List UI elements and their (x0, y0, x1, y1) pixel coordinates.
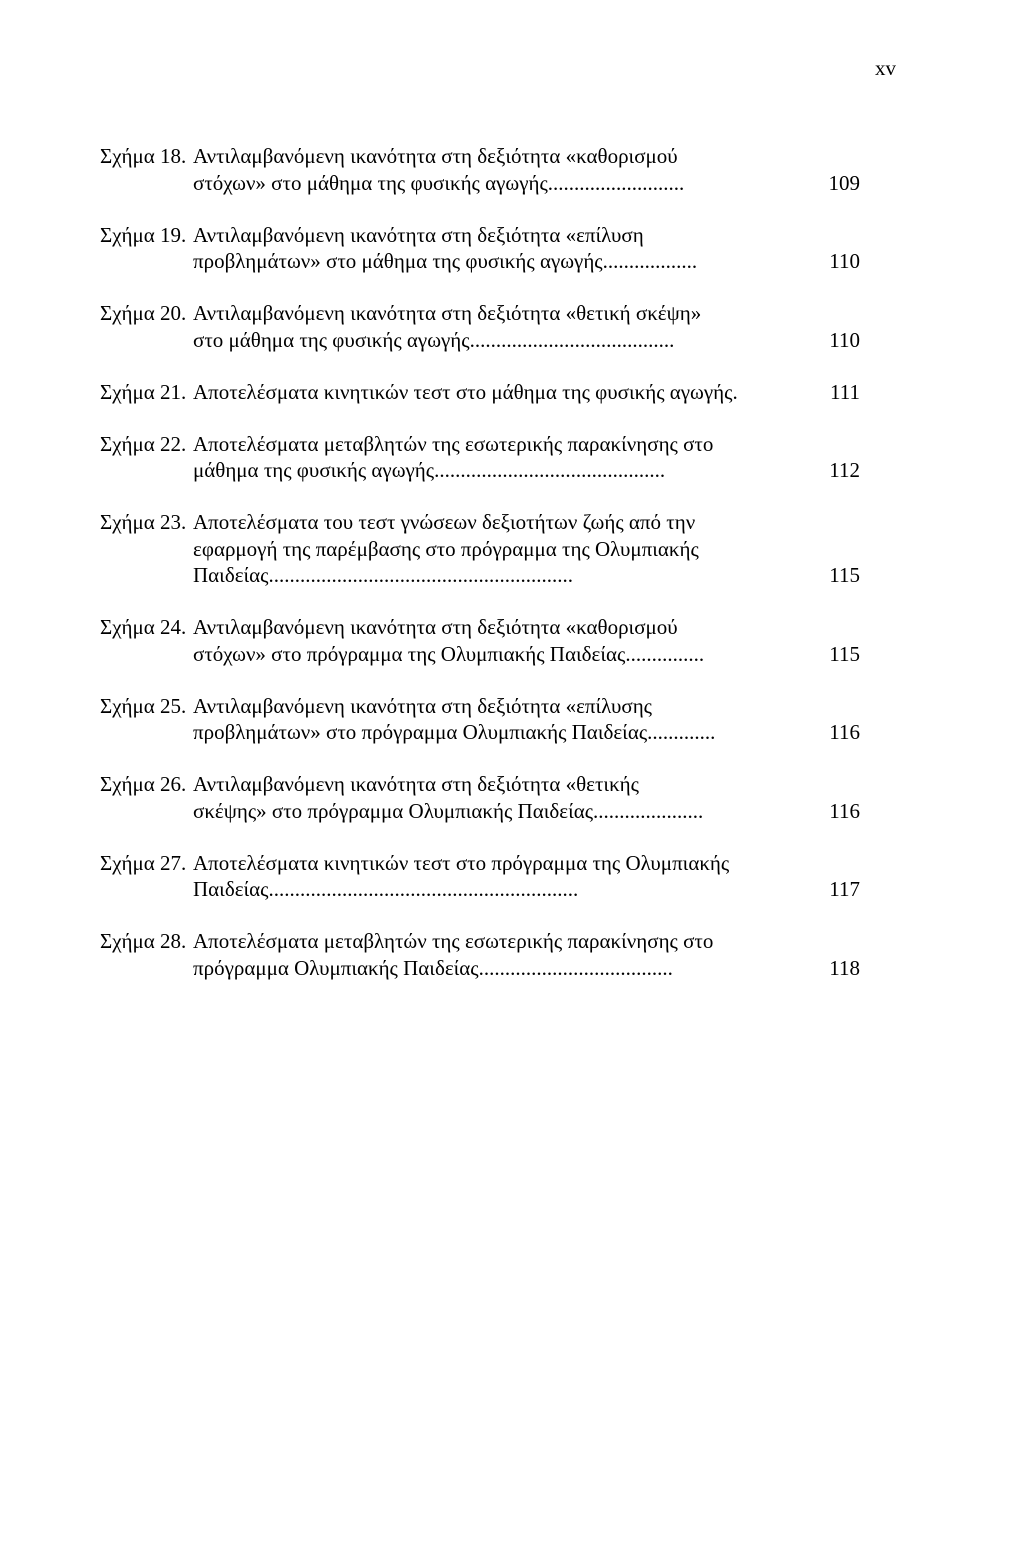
caption-text: προβλημάτων» στο πρόγραμμα Ολυμπιακής Παιδείας (193, 720, 648, 744)
caption-text: Παιδείας (193, 877, 269, 901)
figure-caption (193, 300, 860, 353)
dot-leader: .......................... (547, 170, 685, 195)
figure-caption (193, 143, 860, 196)
caption-text: Παιδείας (193, 563, 269, 587)
page-reference: 116 (829, 720, 860, 744)
figure-label: Σχήμα 21. (100, 379, 187, 404)
figure-caption (193, 222, 860, 275)
figure-caption (193, 614, 860, 667)
caption-text: πρόγραμμα Ολυμπιακής Παιδείας (193, 955, 479, 980)
dot-leader: ............. (647, 720, 716, 744)
figure-caption (193, 850, 860, 903)
dot-leader: ............................................ (434, 458, 666, 482)
figure-label: Σχήμα 23. (100, 510, 187, 534)
dot-leader: .......................................................... (268, 563, 573, 587)
page-reference: 115 (829, 563, 860, 587)
caption-line: Αντιλαμβανόμενη ικανότητα στη δεξιότητα «επίλυσης (193, 693, 652, 718)
caption-last-line (193, 457, 860, 484)
toc-entry (100, 693, 860, 746)
toc-entry (100, 222, 860, 275)
caption-text: μάθημα της φυσικής αγωγής (193, 458, 435, 482)
caption-line: Αποτελέσματα μεταβλητών της εσωτερικής παρακίνησης στο (193, 431, 714, 456)
page-reference: 110 (829, 249, 860, 273)
caption-last-line (193, 955, 860, 982)
figure-label: Σχήμα 22. (100, 431, 187, 456)
caption-last-line (193, 719, 860, 746)
caption-line: Αντιλαμβανόμενη ικανότητα στη δεξιότητα «θετικής (193, 772, 639, 796)
page-reference: 110 (829, 327, 860, 352)
figure-label: Σχήμα 24. (100, 615, 187, 639)
figure-caption (193, 431, 860, 484)
caption-text: στόχων» στο πρόγραμμα της Ολυμπιακής Παιδείας (193, 641, 626, 666)
caption-line: Αποτελέσματα του τεστ γνώσεων δεξιοτήτων ζωής από την (193, 510, 696, 534)
caption-last-line (193, 379, 860, 406)
figure-caption (193, 379, 860, 406)
figure-label: Σχήμα 18. (100, 144, 187, 168)
figure-caption (193, 928, 860, 981)
caption-text: στο μάθημα της φυσικής αγωγής (193, 327, 470, 352)
dot-leader: ....................................... (469, 327, 675, 352)
dot-leader: ............... (625, 641, 705, 666)
toc-entry (100, 300, 860, 353)
page-reference: 111 (830, 379, 860, 404)
toc-entry (100, 928, 860, 981)
figure-label: Σχήμα 26. (100, 772, 187, 796)
figure-label: Σχήμα 19. (100, 222, 187, 247)
page-reference: 112 (829, 458, 860, 482)
caption-line: Αντιλαμβανόμενη ικανότητα στη δεξιότητα «καθορισμού (193, 144, 678, 168)
caption-line: Αντιλαμβανόμενη ικανότητα στη δεξιότητα «καθορισμού (193, 615, 678, 639)
caption-line: Αποτελέσματα μεταβλητών της εσωτερικής παρακίνησης στο (193, 929, 714, 953)
figure-label: Σχήμα 28. (100, 929, 187, 953)
figure-label: Σχήμα 27. (100, 850, 187, 875)
caption-text: προβλημάτων» στο μάθημα της φυσικής αγωγής (193, 249, 603, 273)
caption-last-line (193, 170, 860, 197)
caption-last-line (193, 248, 860, 275)
figure-caption (193, 509, 860, 589)
caption-last-line (193, 327, 860, 354)
caption-text: Αποτελέσματα κινητικών τεστ στο μάθημα της φυσικής αγωγής. (193, 379, 738, 404)
caption-text: στόχων» στο μάθημα της φυσικής αγωγής (193, 170, 548, 195)
figure-caption (193, 771, 860, 824)
caption-line: εφαρμογή της παρέμβασης στο πρόγραμμα της Ολυμπιακής (193, 536, 699, 561)
page-number: xv (875, 56, 896, 80)
dot-leader: ..................... (593, 798, 704, 823)
toc-entry (100, 771, 860, 824)
figure-label: Σχήμα 25. (100, 693, 187, 718)
caption-text: σκέψης» στο πρόγραμμα Ολυμπιακής Παιδείας (193, 798, 594, 823)
toc-entry (100, 614, 860, 667)
figure-caption (193, 693, 860, 746)
toc-entry (100, 431, 860, 484)
dot-leader: ........................................................... (268, 877, 579, 901)
page-reference: 116 (829, 798, 860, 823)
list-of-figures (100, 143, 860, 1007)
toc-entry (100, 379, 860, 406)
toc-entry (100, 850, 860, 903)
caption-last-line (193, 641, 860, 668)
page-reference: 118 (829, 955, 860, 980)
caption-last-line (193, 562, 860, 589)
dot-leader: .................. (602, 249, 698, 273)
page-reference: 117 (829, 877, 860, 901)
dot-leader: ..................................... (478, 955, 673, 980)
page-reference: 115 (829, 641, 860, 666)
caption-last-line (193, 798, 860, 825)
caption-last-line (193, 876, 860, 903)
caption-line: Αποτελέσματα κινητικών τεστ στο πρόγραμμα της Ολυμπιακής (193, 850, 730, 875)
caption-line: Αντιλαμβανόμενη ικανότητα στη δεξιότητα «επίλυση (193, 222, 644, 247)
toc-entry (100, 143, 860, 196)
page-reference: 109 (828, 170, 860, 195)
caption-line: Αντιλαμβανόμενη ικανότητα στη δεξιότητα «θετική σκέψη» (193, 301, 702, 325)
toc-entry (100, 509, 860, 589)
figure-label: Σχήμα 20. (100, 301, 187, 325)
